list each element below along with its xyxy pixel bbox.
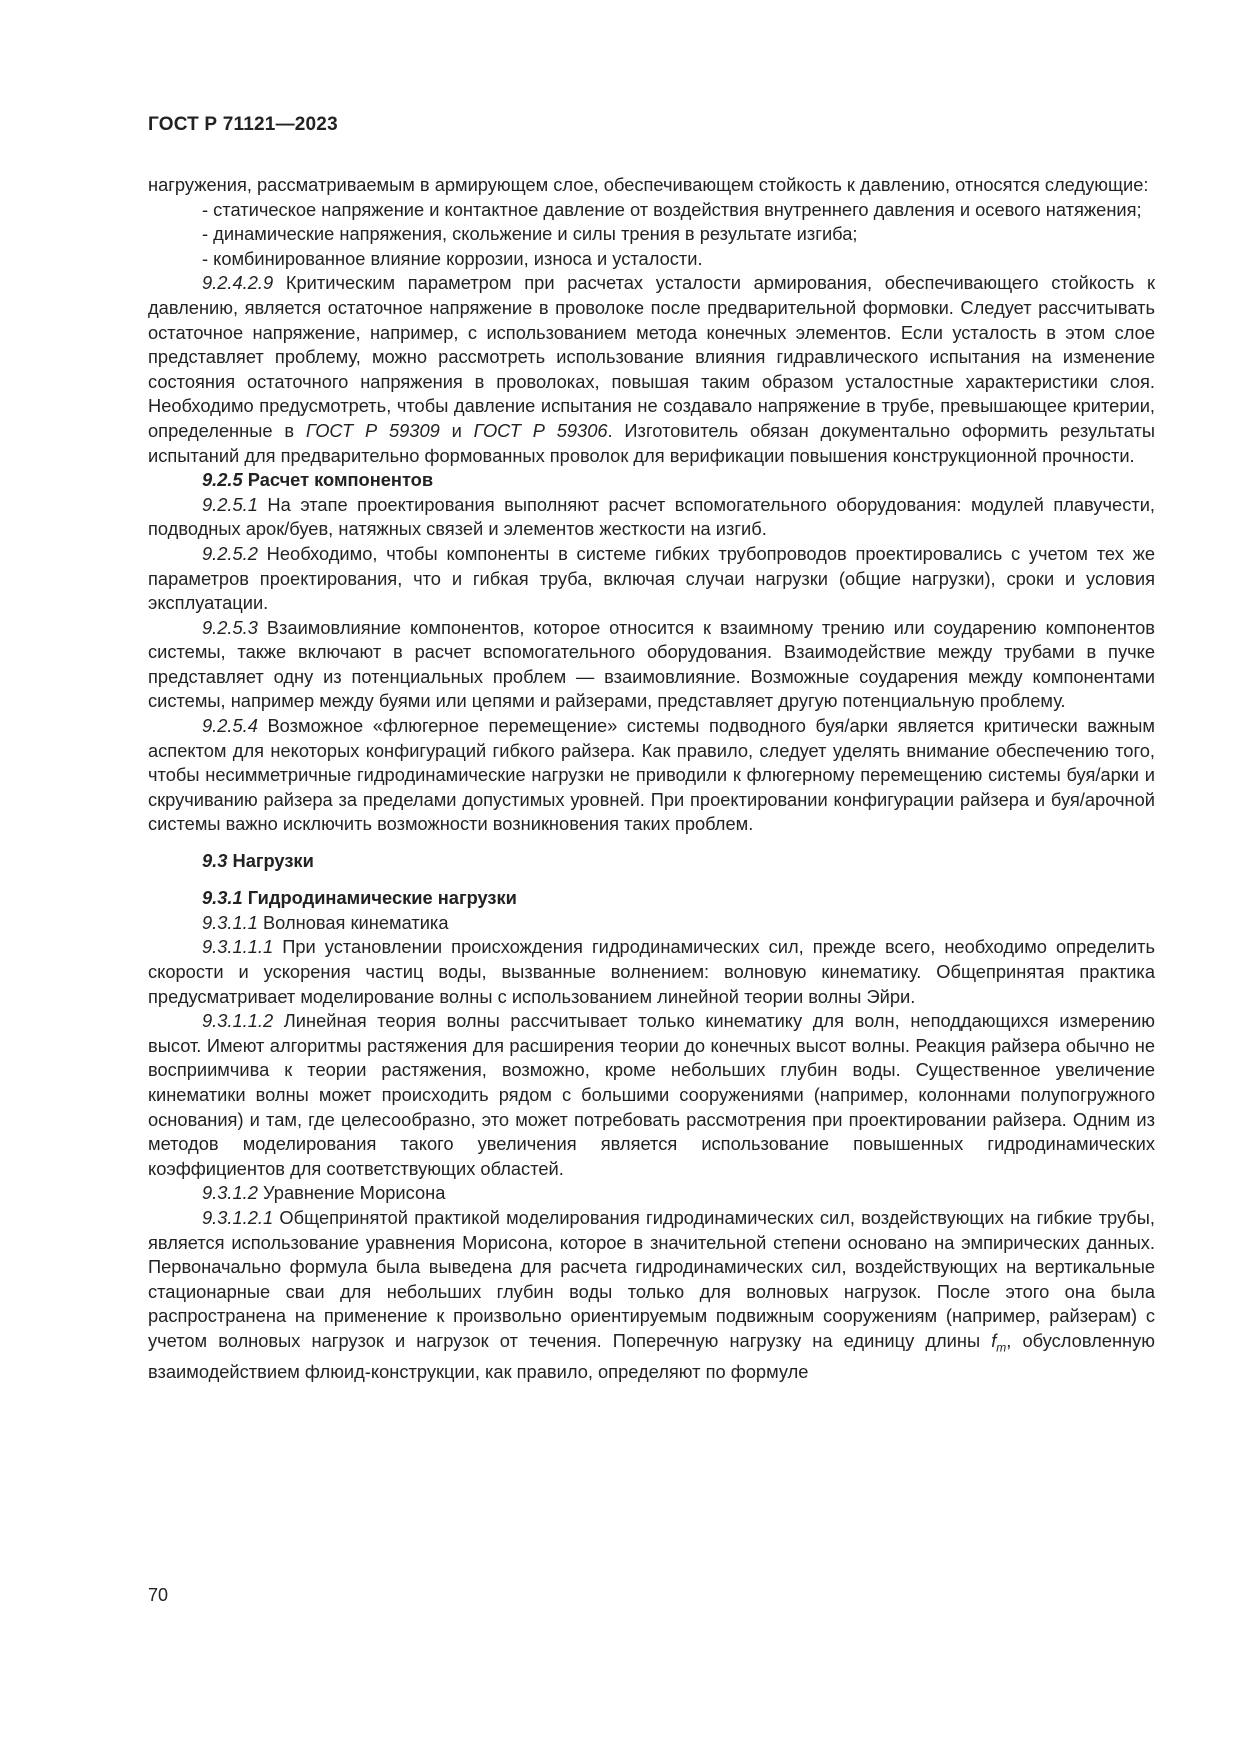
clause-9-2-5-3: [148, 616, 1155, 714]
clause-number: 9.3.1.2.1: [202, 1206, 274, 1228]
clause-number: 9.2.5.2: [202, 542, 258, 564]
standard-reference: ГОСТ Р 59309: [305, 419, 440, 441]
heading-title: Нагрузки: [227, 850, 314, 872]
heading-title: Расчет компонентов: [242, 469, 434, 491]
clause-number: 9.3.1.1.1: [202, 936, 274, 958]
heading-number: 9.3: [202, 850, 228, 872]
subheading-9-3-1-1: [148, 911, 1155, 936]
heading-number: 9.3.1: [202, 887, 243, 909]
paragraph-continuation: нагружения, рассматриваемым в армирующем слое, обеспечивающем стойкость к давлению, относятся следующие:: [148, 174, 1149, 195]
list-item: - динамические напряжения, скольжение и силы трения в результате изгиба;: [202, 223, 858, 245]
clause-number: 9.3.1.1.2: [202, 1010, 274, 1032]
heading-9-3: [148, 849, 1155, 874]
heading-number: 9.3.1.2: [202, 1182, 258, 1204]
list-item: - комбинированное влияние коррозии, износа и усталости.: [202, 247, 703, 269]
clause-9-2-5-1: [148, 493, 1155, 542]
clause-text: , обусловленную взаимодействием флюид-конструкции, как правило, определяют по формуле: [148, 1329, 1155, 1383]
standard-reference: ГОСТ Р 59306: [473, 419, 608, 441]
clause-9-2-4-2-9: [148, 271, 1155, 468]
clause-9-3-1-2-1: [148, 1206, 1155, 1385]
clause-text: Линейная теория волны рассчитывает только кинематику для волн, неподдающихся измерению высот. Имеют алгоритмы растяжения для расширения теории до конечных высот волны. Реакция райзера обычно не восприимчива к теории растяжения, возможно, кроме небольших глубин воды. Существенное увеличение кинематики волны может происходить рядом с большими сооружениями (например, колоннами полупогружного основания) и там, где целесообразно, это может потребовать рассмотрения при проектировании райзера. Одним из методов моделирования такого увеличения является использование повышенных гидродинамических коэффициентов для соответствующих областей.: [148, 1010, 1155, 1179]
clause-text: Критическим параметром при расчетах усталости армирования, обеспечивающего стойкость к давлению, является остаточное напряжение в проволоке после предварительной формовки. Следует рассчитывать остаточное напряжение, например, с использованием метода конечных элементов. Если усталость в этом слое представляет проблему, можно рассмотреть использование влияния гидравлического испытания на изменение состояния остаточного напряжения в проволоках, повышая таким образом усталостные характеристики слоя. Необходимо предусмотреть, чтобы давление испытания не создавало напряжение в трубе, превышающее критерии, определенные в: [148, 272, 1155, 441]
clause-9-3-1-1-1: [148, 935, 1155, 1009]
document-header: ГОСТ Р 71121—2023: [148, 114, 338, 135]
page-number: 70: [148, 1585, 169, 1605]
heading-title: Волновая кинематика: [257, 911, 449, 933]
clause-number: 9.2.5.1: [202, 493, 258, 515]
list-item: - статическое напряжение и контактное давление от воздействия внутреннего давления и осевого натяжения;: [202, 198, 1142, 220]
clause-9-2-5-2: [148, 542, 1155, 616]
heading-title: Уравнение Морисона: [257, 1182, 446, 1204]
heading-9-2-5: [148, 468, 1155, 493]
heading-title: Гидродинамические нагрузки: [242, 887, 517, 909]
heading-9-3-1: [148, 886, 1155, 911]
clause-9-3-1-1-2: [148, 1009, 1155, 1181]
clause-text: Возможное «флюгерное перемещение» системы подводного буя/арки является критически важным аспектом для некоторых конфигураций гибкого райзера. Как правило, следует уделять внимание обеспечению того, чтобы несимметричные гидродинамические нагрузки не приводили к флюгерному перемещению системы буя/арки и скручиванию райзера за пределами допустимых уровней. При проектировании конфигурации райзера и буя/арочной системы важно исключить возможности возникновения таких проблем.: [148, 715, 1155, 835]
clause-text: Взаимовлияние компонентов, которое относится к взаимному трению или соударению компонентов системы, также включают в расчет вспомогательного оборудования. Взаимодействие между трубами в пучке представляет одну из потенциальных проблем — взаимовлияние. Возможные соударения между компонентами системы, например между буями или цепями и райзерами, представляет другую потенциальную проблему.: [148, 616, 1155, 712]
clause-text: На этапе проектирования выполняют расчет вспомогательного оборудования: модулей плавучести, подводных арок/буев, натяжных связей и элементов жесткости на изгиб.: [148, 493, 1155, 540]
clause-number: 9.2.5.4: [202, 715, 258, 737]
clause-9-2-5-4: [148, 714, 1155, 837]
clause-text: . Изготовитель обязан документально оформить результаты испытаний для предварительно формованных проволок для верификации повышения конструкционной прочности.: [148, 419, 1155, 466]
document-body: [148, 173, 1155, 1385]
heading-number: 9.2.5: [202, 469, 243, 491]
clause-number: 9.2.5.3: [202, 616, 258, 638]
clause-number: 9.2.4.2.9: [202, 272, 274, 294]
heading-number: 9.3.1.1: [202, 911, 258, 933]
clause-text: Необходимо, чтобы компоненты в системе гибких трубопроводов проектировались с учетом тех же параметров проектирования, что и гибкая труба, включая случаи нагрузки (общие нагрузки), сроки и условия эксплуатации.: [148, 542, 1155, 614]
clause-text: Общепринятой практикой моделирования гидродинамических сил, воздействующих на гибкие трубы, является использование уравнения Морисона, которое в значительной степени основано на эмпирических данных. Первоначально формула была выведена для расчета гидродинамических сил, воздействующих на вертикальные стационарные сваи для небольших глубин воды только для волновых нагрузок. После этого она была распространена на применение к произвольно ориентируемым подвижным сооружениям (например, райзерам) с учетом волновых нагрузок и нагрузок от течения. Поперечную нагрузку на единицу длины: [148, 1206, 1155, 1351]
formula-symbol: $f_m$: [991, 1329, 1007, 1355]
clause-text: При установлении происхождения гидродинамических сил, прежде всего, необходимо определить скорости и ускорения частиц воды, вызванные волнением: волновую кинематику. Общепринятая практика предусматривает моделирование волны с использованием линейной теории волны Эйри.: [148, 936, 1155, 1007]
clause-text: и: [439, 419, 474, 441]
subheading-9-3-1-2: [148, 1181, 1155, 1206]
